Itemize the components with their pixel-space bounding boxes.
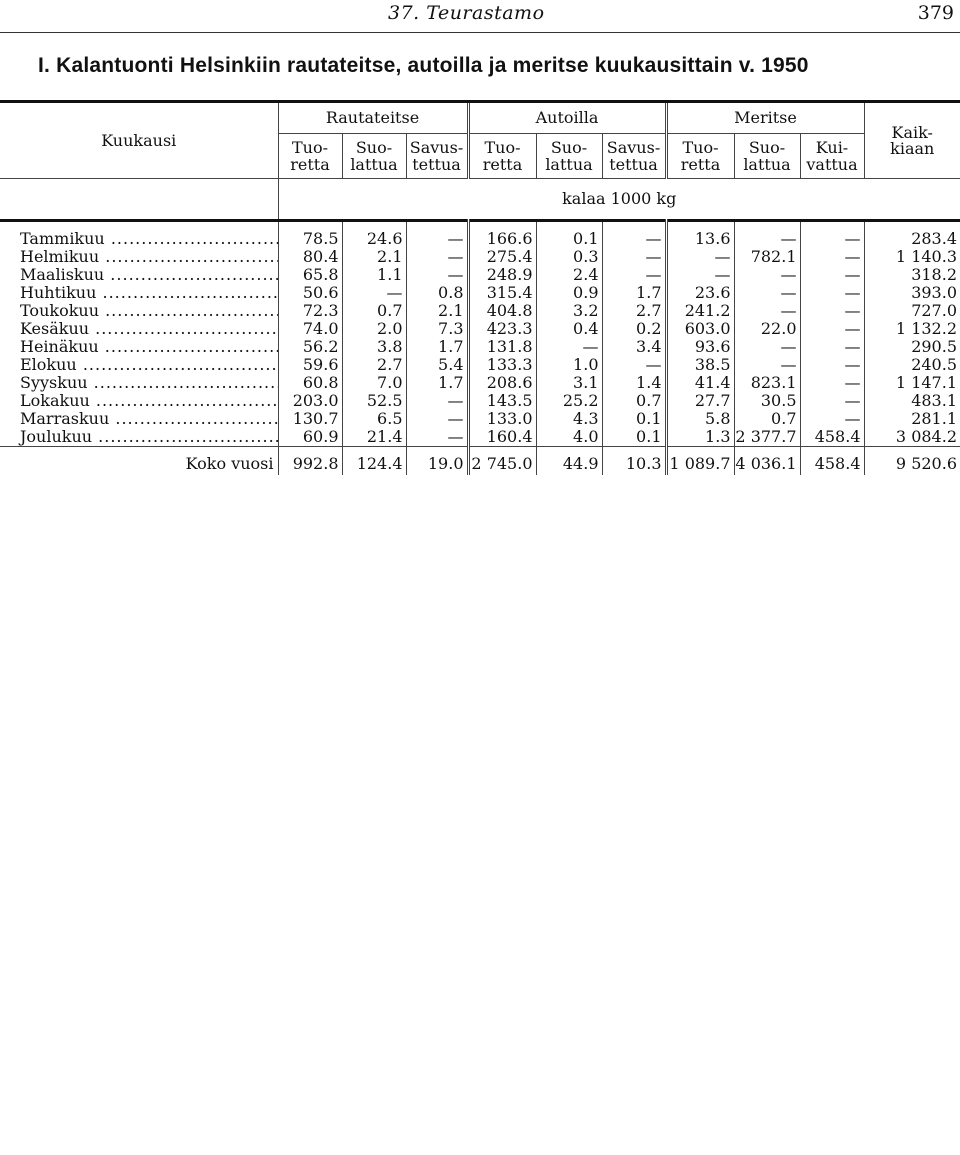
month-cell [0, 320, 278, 338]
rail-fresh-cell: 80.4 [278, 248, 342, 266]
car-salted-cell: 25.2 [536, 392, 602, 410]
car-fresh-cell: 131.8 [468, 338, 536, 356]
month-cell [0, 410, 278, 428]
car-fresh-cell: 166.6 [468, 221, 536, 249]
sea-salted-cell: — [734, 302, 800, 320]
month-cell [0, 356, 278, 374]
sea-dried-cell: — [800, 302, 864, 320]
sea-dried-cell: — [800, 338, 864, 356]
total-sea-salted-cell: 4 036.1 [734, 447, 800, 476]
total-cell: 281.1 [864, 410, 960, 428]
sea-dried-cell: 458.4 [800, 428, 864, 447]
table-row [0, 356, 960, 374]
rail-salted-cell: 52.5 [342, 392, 406, 410]
total-cell: 1 132.2 [864, 320, 960, 338]
sea-fresh-cell: 27.7 [666, 392, 734, 410]
car-smoked-cell: 0.2 [602, 320, 666, 338]
car-smoked-cell: 0.7 [602, 392, 666, 410]
car-salted-cell: 4.3 [536, 410, 602, 428]
total-total-cell: 9 520.6 [864, 447, 960, 476]
sea-salted-cell: 0.7 [734, 410, 800, 428]
rail-fresh-cell: 72.3 [278, 302, 342, 320]
rail-salted-cell: 6.5 [342, 410, 406, 428]
car-salted-cell: 0.3 [536, 248, 602, 266]
car-fresh-cell: 133.3 [468, 356, 536, 374]
rail-salted-cell: 7.0 [342, 374, 406, 392]
month-cell [0, 338, 278, 356]
table-row [0, 284, 960, 302]
sea-salted-cell: — [734, 338, 800, 356]
table-body [0, 221, 960, 476]
car-smoked-cell: 1.4 [602, 374, 666, 392]
page-header [0, 0, 960, 34]
total-car-salted-cell: 44.9 [536, 447, 602, 476]
sea-dried-cell: — [800, 356, 864, 374]
total-column-header: Kaik- kiaan [864, 103, 960, 179]
table-row [0, 221, 960, 249]
rail-salted-cell: 21.4 [342, 428, 406, 447]
table-row [0, 410, 960, 428]
month-label: Toukokuu ..... [20, 302, 278, 320]
total-cell: 483.1 [864, 392, 960, 410]
month-cell [0, 221, 278, 249]
total-row [0, 447, 960, 476]
sea-dried-cell: — [800, 392, 864, 410]
sea-fresh-cell: 603.0 [666, 320, 734, 338]
rail-smoked-cell: — [406, 266, 468, 284]
sea-fresh-cell: — [666, 248, 734, 266]
sea-salted-cell: 22.0 [734, 320, 800, 338]
month-label: Helmikuu ..... [20, 248, 278, 266]
car-smoked-header: Savus- tettua [602, 134, 666, 179]
month-cell [0, 248, 278, 266]
total-cell: 1 147.1 [864, 374, 960, 392]
rail-salted-cell: — [342, 284, 406, 302]
month-cell [0, 392, 278, 410]
rail-salted-cell: 1.1 [342, 266, 406, 284]
sea-dried-cell: — [800, 221, 864, 249]
month-label: Heinäkuu ..... [20, 338, 278, 356]
sea-salted-cell: 2 377.7 [734, 428, 800, 447]
total-cell: 393.0 [864, 284, 960, 302]
table-row [0, 320, 960, 338]
sea-fresh-cell: 5.8 [666, 410, 734, 428]
sea-salted-cell: — [734, 356, 800, 374]
car-salted-cell: 4.0 [536, 428, 602, 447]
sea-salted-cell: — [734, 284, 800, 302]
rail-smoked-cell: — [406, 248, 468, 266]
rail-fresh-cell: 59.6 [278, 356, 342, 374]
total-sea-dried-cell: 458.4 [800, 447, 864, 476]
car-fresh-cell: 248.9 [468, 266, 536, 284]
rail-salted-cell: 24.6 [342, 221, 406, 249]
car-salted-cell: 3.2 [536, 302, 602, 320]
car-smoked-cell: — [602, 248, 666, 266]
total-sea-fresh-cell: 1 089.7 [666, 447, 734, 476]
rail-smoked-cell: — [406, 410, 468, 428]
header-rule [0, 32, 960, 33]
car-fresh-cell: 160.4 [468, 428, 536, 447]
rail-smoked-cell: — [406, 392, 468, 410]
car-smoked-cell: 1.7 [602, 284, 666, 302]
unit-header: kalaa 1000 kg [278, 179, 960, 221]
month-label: Syyskuu ..... [20, 374, 278, 392]
month-cell [0, 374, 278, 392]
car-salted-cell: 2.4 [536, 266, 602, 284]
car-smoked-cell: 3.4 [602, 338, 666, 356]
table-row [0, 374, 960, 392]
total-car-smoked-cell: 10.3 [602, 447, 666, 476]
table-head [0, 102, 960, 221]
sea-salted-cell: — [734, 266, 800, 284]
rail-smoked-cell: 2.1 [406, 302, 468, 320]
rail-salted-cell: 2.0 [342, 320, 406, 338]
car-salted-header: Suo- lattua [536, 134, 602, 179]
month-label: Huhtikuu ..... [20, 284, 278, 302]
month-label: Joulukuu ..... [20, 428, 278, 446]
rail-smoked-cell: 7.3 [406, 320, 468, 338]
sea-fresh-cell: — [666, 266, 734, 284]
car-smoked-cell: 2.7 [602, 302, 666, 320]
rail-smoked-cell: 1.7 [406, 338, 468, 356]
rail-fresh-cell: 60.9 [278, 428, 342, 447]
rail-fresh-header: Tuo- retta [278, 134, 342, 179]
month-label: Maaliskuu ..... [20, 266, 278, 284]
rail-fresh-cell: 50.6 [278, 284, 342, 302]
car-fresh-cell: 404.8 [468, 302, 536, 320]
month-cell [0, 302, 278, 320]
rail-fresh-cell: 56.2 [278, 338, 342, 356]
rail-smoked-cell: 1.7 [406, 374, 468, 392]
sea-group-header: Meritse [666, 103, 864, 134]
month-label: Marraskuu ..... [20, 410, 278, 428]
sea-fresh-cell: 13.6 [666, 221, 734, 249]
car-salted-cell: 0.4 [536, 320, 602, 338]
car-smoked-cell: 0.1 [602, 428, 666, 447]
sea-fresh-cell: 93.6 [666, 338, 734, 356]
fish-import-table [0, 100, 960, 475]
car-salted-cell: 0.9 [536, 284, 602, 302]
car-fresh-cell: 208.6 [468, 374, 536, 392]
rail-fresh-cell: 65.8 [278, 266, 342, 284]
rail-salted-cell: 2.7 [342, 356, 406, 374]
sea-fresh-cell: 1.3 [666, 428, 734, 447]
car-salted-cell: — [536, 338, 602, 356]
sea-dried-cell: — [800, 320, 864, 338]
table-row [0, 428, 960, 447]
sea-salted-cell: 823.1 [734, 374, 800, 392]
rail-smoked-header: Savus- tettua [406, 134, 468, 179]
table-row [0, 392, 960, 410]
total-cell: 727.0 [864, 302, 960, 320]
car-fresh-cell: 275.4 [468, 248, 536, 266]
total-rail-fresh-cell: 992.8 [278, 447, 342, 476]
total-rail-smoked-cell: 19.0 [406, 447, 468, 476]
rail-smoked-cell: 5.4 [406, 356, 468, 374]
rail-salted-cell: 0.7 [342, 302, 406, 320]
rail-fresh-cell: 203.0 [278, 392, 342, 410]
car-salted-cell: 3.1 [536, 374, 602, 392]
rail-smoked-cell: — [406, 428, 468, 447]
total-cell: 3 084.2 [864, 428, 960, 447]
table-row [0, 248, 960, 266]
car-group-header: Autoilla [468, 103, 666, 134]
total-rail-salted-cell: 124.4 [342, 447, 406, 476]
sea-dried-cell: — [800, 410, 864, 428]
sea-dried-cell: — [800, 248, 864, 266]
car-salted-cell: 1.0 [536, 356, 602, 374]
month-label: Kesäkuu ..... [20, 320, 278, 338]
car-fresh-header: Tuo- retta [468, 134, 536, 179]
page-footer-space [0, 1140, 960, 1141]
unit-spacer [0, 179, 278, 221]
total-cell: 240.5 [864, 356, 960, 374]
table-row [0, 302, 960, 320]
rail-salted-header: Suo- lattua [342, 134, 406, 179]
sea-dried-header: Kui- vattua [800, 134, 864, 179]
sea-salted-cell: 782.1 [734, 248, 800, 266]
rail-salted-cell: 3.8 [342, 338, 406, 356]
sea-fresh-cell: 23.6 [666, 284, 734, 302]
total-car-fresh-cell: 2 745.0 [468, 447, 536, 476]
car-fresh-cell: 143.5 [468, 392, 536, 410]
month-label: Lokakuu ..... [20, 392, 278, 410]
car-smoked-cell: — [602, 356, 666, 374]
rail-smoked-cell: — [406, 221, 468, 249]
car-fresh-cell: 315.4 [468, 284, 536, 302]
sea-fresh-cell: 241.2 [666, 302, 734, 320]
month-cell [0, 284, 278, 302]
table-title: I. Kalantuonti Helsinkiin rautateitse, autoilla ja meritse kuukausittain v. 1950 [38, 54, 809, 77]
month-cell [0, 428, 278, 447]
running-head: 37. Teurastamo [388, 2, 545, 24]
car-fresh-cell: 423.3 [468, 320, 536, 338]
month-label: Tammikuu ..... [20, 229, 278, 248]
car-fresh-cell: 133.0 [468, 410, 536, 428]
month-label: Elokuu ..... [20, 356, 278, 374]
month-cell [0, 266, 278, 284]
table-row [0, 266, 960, 284]
sea-dried-cell: — [800, 374, 864, 392]
rail-fresh-cell: 78.5 [278, 221, 342, 249]
rail-smoked-cell: 0.8 [406, 284, 468, 302]
month-column-header: Kuukausi [0, 103, 278, 179]
sea-dried-cell: — [800, 284, 864, 302]
total-cell: 318.2 [864, 266, 960, 284]
sea-salted-cell: 30.5 [734, 392, 800, 410]
car-smoked-cell: — [602, 221, 666, 249]
sea-dried-cell: — [800, 266, 864, 284]
table-row [0, 338, 960, 356]
fish-import-table-wrapper [0, 100, 960, 475]
rail-salted-cell: 2.1 [342, 248, 406, 266]
sea-fresh-cell: 38.5 [666, 356, 734, 374]
page-number: 379 [917, 2, 954, 24]
total-row-label: Koko vuosi [0, 447, 278, 476]
rail-fresh-cell: 74.0 [278, 320, 342, 338]
sea-fresh-cell: 41.4 [666, 374, 734, 392]
car-smoked-cell: 0.1 [602, 410, 666, 428]
sea-salted-header: Suo- lattua [734, 134, 800, 179]
rail-fresh-cell: 130.7 [278, 410, 342, 428]
total-cell: 290.5 [864, 338, 960, 356]
total-cell: 1 140.3 [864, 248, 960, 266]
total-cell: 283.4 [864, 221, 960, 249]
rail-group-header: Rautateitse [278, 103, 468, 134]
sea-fresh-header: Tuo- retta [666, 134, 734, 179]
rail-fresh-cell: 60.8 [278, 374, 342, 392]
car-smoked-cell: — [602, 266, 666, 284]
sea-salted-cell: — [734, 221, 800, 249]
car-salted-cell: 0.1 [536, 221, 602, 249]
